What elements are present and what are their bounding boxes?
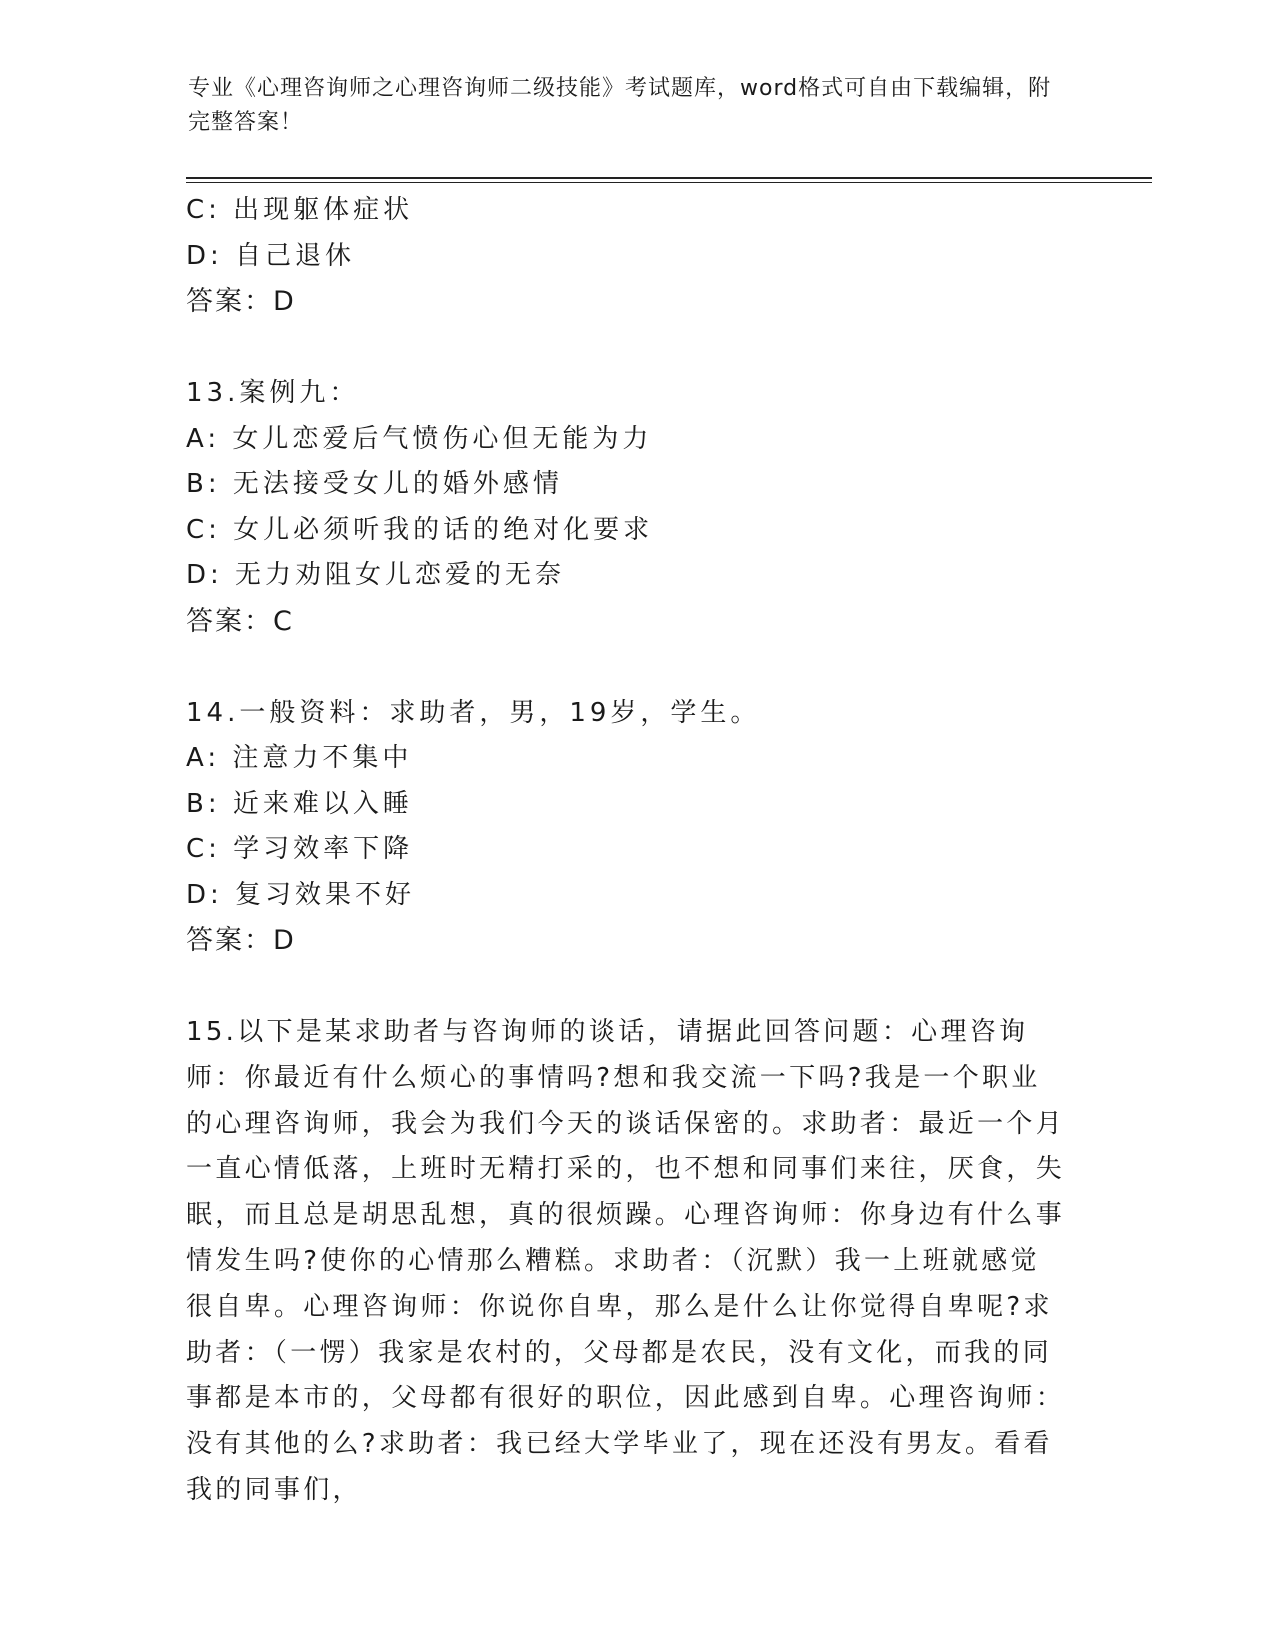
q12-option-c: C: 出现躯体症状 bbox=[186, 195, 414, 225]
header-divider-thin bbox=[186, 182, 1152, 183]
q15-stem: 15.以下是某求助者与咨询师的谈话，请据此回答问题：心理咨询师：你最近有什么烦心的事情吗?想和我交流一下吗?我是一个职业的心理咨询师，我会为我们今天的谈话保密的。求助者：最近一个月一直心情低落，上班时无精打采的，也不想和同事们来往，厌食，失眠，而且总是胡思乱想，真的很烦躁。心理咨询师：你身边有什么事情发生吗?使你的心情那么糟糕。求助者：（沉默）我一上班就感觉很自卑。心理咨询师：你说你自卑，那么是什么让你觉得自卑呢?求助者：（一愣）我家是农村的，父母都是农民，没有文化，而我的同事都是本市的，父母都有很好的职位，因此感到自卑。心理咨询师：没有其他的么?求助者：我已经大学毕业了，现在还没有男友。看看我的同事们， bbox=[186, 1017, 1066, 1505]
question-list bbox=[186, 188, 1086, 1514]
q12-answer: 答案：D bbox=[186, 286, 296, 317]
question-12-tail bbox=[186, 188, 1086, 325]
question-13 bbox=[186, 371, 1086, 645]
document-header: 专业《心理咨询师之心理咨询师二级技能》考试题库，word格式可自由下载编辑，附完整答案！ bbox=[188, 76, 1052, 135]
q13-option-d: D: 无力劝阻女儿恋爱的无奈 bbox=[186, 560, 566, 590]
q12-option-d: D: 自己退休 bbox=[186, 240, 356, 271]
question-15 bbox=[186, 1010, 1086, 1514]
q13-option-c: C: 女儿必须听我的话的绝对化要求 bbox=[186, 514, 654, 545]
q14-answer: 答案：D bbox=[186, 925, 296, 956]
q13-answer: 答案：C bbox=[186, 605, 294, 637]
q14-option-b: B: 近来难以入睡 bbox=[186, 788, 413, 819]
q13-option-b: B: 无法接受女儿的婚外感情 bbox=[186, 469, 563, 499]
q14-option-d: D: 复习效果不好 bbox=[186, 879, 416, 910]
q13-stem: 13.案例九： bbox=[186, 378, 360, 408]
q14-stem: 14.一般资料：求助者，男，19岁，学生。 bbox=[186, 697, 761, 728]
question-14 bbox=[186, 691, 1086, 965]
q14-option-c: C: 学习效率下降 bbox=[186, 834, 414, 864]
q13-option-a: A: 女儿恋爱后气愤伤心但无能为力 bbox=[186, 423, 653, 454]
header-divider-thick bbox=[186, 177, 1152, 179]
q14-option-a: A: 注意力不集中 bbox=[186, 743, 413, 773]
